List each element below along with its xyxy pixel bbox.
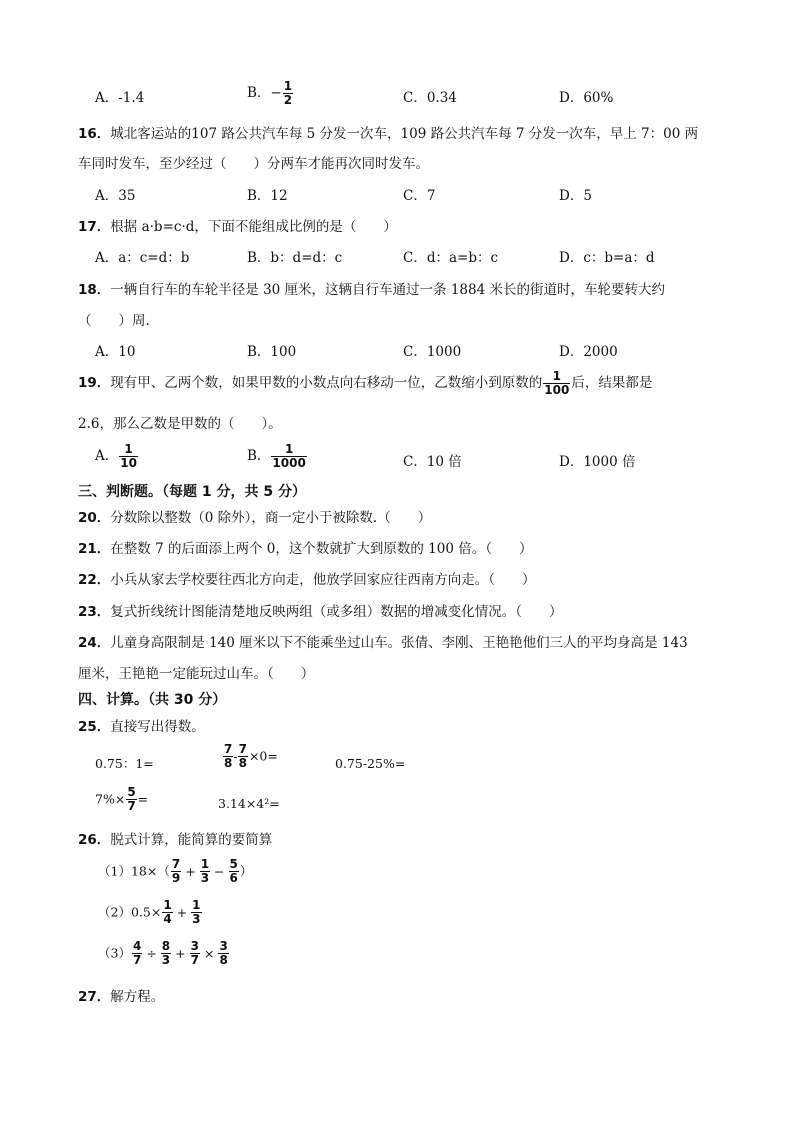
- q20: [78, 510, 431, 526]
- q19-option-c: C．10 倍: [403, 454, 462, 470]
- question-text: 现有甲、乙两个数，如果甲数的小数点向右移动一位，乙数缩小到原数的: [110, 375, 543, 391]
- q25-expr-5: 3.14×4²=: [218, 796, 280, 811]
- question-number: 25．: [78, 719, 111, 735]
- question-text: 分数除以整数（0 除外），商一定小于被除数.（ ）: [110, 510, 432, 526]
- question-number: 19．: [78, 375, 111, 391]
- minus-sign: −: [270, 85, 282, 101]
- q24-line2: 厘米，王艳艳一定能玩过山车。（ ）: [78, 666, 315, 682]
- question-number: 24．: [78, 635, 111, 651]
- section-4-title: 四、计算。（共 30 分）: [78, 692, 227, 708]
- fraction: $\frac{7}{8}$: [238, 742, 247, 770]
- fraction: $\frac{1}{2}$: [283, 79, 293, 107]
- q18-option-d: D．2000: [559, 344, 618, 360]
- fraction: $\frac{4}{7}$: [132, 939, 142, 967]
- fraction: $\frac{1}{3}$: [200, 857, 210, 885]
- q26-part-1: （1）18×（ $\frac{7}{9}$ + $\frac{1}{3}$ − $\frac{5}{6}$ ）: [98, 857, 253, 885]
- q16-option-b: B．12: [247, 188, 288, 204]
- fraction: $\frac{1}{3}$: [192, 898, 201, 926]
- q26: [78, 832, 272, 848]
- question-text: 在整数 7 的后面添上两个 0，这个数就扩大到原数的 100 倍。（ ）: [110, 541, 533, 557]
- question-number: 20．: [78, 510, 111, 526]
- question-number: 23．: [78, 604, 111, 620]
- q16-option-a: A．35: [95, 188, 136, 204]
- fraction: $\frac{7}{8}$: [224, 742, 233, 770]
- q19-line1: [78, 370, 652, 396]
- fraction: $\frac{8}{3}$: [161, 939, 171, 967]
- question-text: 直接写出得数。: [110, 719, 205, 735]
- q22: [78, 572, 536, 588]
- fraction: $\frac{1}{100}$: [544, 369, 570, 397]
- fraction: $\frac{7}{9}$: [171, 857, 181, 885]
- q15-option-c: C．0.34: [403, 90, 457, 106]
- q25-expr-2: $\frac{7}{8}$ - $\frac{7}{8}$ ×0=: [224, 742, 278, 770]
- q18-option-c: C．1000: [403, 344, 462, 360]
- fraction: $\frac{1}{1000}$: [272, 442, 306, 470]
- q17-option-a: A．a：c=d：b: [95, 250, 190, 266]
- question-number: 16．: [78, 126, 111, 142]
- q18-line1: [78, 282, 665, 298]
- question-text: 解方程。: [110, 989, 165, 1005]
- question-text: 一辆自行车的车轮半径是 30 厘米，这辆自行车通过一条 1884 米长的街道时，车轮要转大约: [110, 282, 665, 298]
- q19-option-a: A． $\frac{1}{10}$: [95, 442, 137, 470]
- question-text: 城北客运站的107 路公共汽车每 5 分发一次车，109 路公共汽车每 7 分发一次车，早上 7：00 两: [110, 126, 699, 142]
- question-text: 复式折线统计图能清楚地反映两组（或多组）数据的增减变化情况。（ ）: [110, 604, 563, 620]
- question-text: 儿童身高限制是 140 厘米以下不能乘坐过山车。张倩、李刚、王艳艳他们三人的平均身高是 143: [110, 635, 688, 651]
- fraction: $\frac{3}{7}$: [190, 939, 199, 967]
- q16-option-c: C．7: [403, 188, 436, 204]
- question-number: 17．: [78, 219, 111, 235]
- q15-option-b: [247, 80, 294, 106]
- question-number: 18．: [78, 282, 111, 298]
- question-number: 21．: [78, 541, 111, 557]
- q16-line2: 车同时发车，至少经过（ ）分两车才能再次同时发车。: [78, 156, 429, 172]
- q15-option-b-label: B．: [247, 85, 271, 101]
- q15-option-a: A．-1.4: [95, 90, 145, 106]
- question-text-tail: 后，结果都是: [571, 375, 653, 391]
- section-3-title: 三、判断题。（每题 1 分，共 5 分）: [78, 484, 306, 500]
- q19-option-b: B． $\frac{1}{1000}$: [247, 442, 306, 470]
- q17-option-c: C．d：a=b：c: [403, 250, 499, 266]
- q19-line2: 2.6，那么乙数是甲数的（ ）。: [78, 416, 282, 432]
- fraction: $\frac{5}{6}$: [229, 857, 238, 885]
- fraction: $\frac{1}{4}$: [163, 898, 172, 926]
- q25: [78, 719, 205, 735]
- q24-line1: [78, 635, 688, 651]
- q27: [78, 989, 164, 1005]
- question-number: 27．: [78, 989, 111, 1005]
- q17-option-d: D．c：b=a：d: [559, 250, 655, 266]
- question-number: 26．: [78, 832, 111, 848]
- q16-line1: [78, 126, 698, 142]
- fraction: $\frac{3}{8}$: [219, 939, 228, 967]
- q19-option-d: D．1000 倍: [559, 454, 636, 470]
- q26-part-3: （3） $\frac{4}{7}$ ÷ $\frac{8}{3}$ + $\frac{3}{7}$ × $\frac{3}{8}$: [98, 939, 228, 967]
- fraction: $\frac{5}{7}$: [127, 785, 136, 813]
- q15-option-d: D．60%: [559, 90, 614, 106]
- q18-option-a: A．10: [95, 344, 136, 360]
- q23: [78, 604, 563, 620]
- q25-expr-3: 0.75-25%=: [335, 756, 406, 771]
- q26-part-2: （2）0.5× $\frac{1}{4}$ + $\frac{1}{3}$: [98, 898, 201, 926]
- q16-option-d: D．5: [559, 188, 592, 204]
- q18-option-b: B．100: [247, 344, 297, 360]
- q21: [78, 541, 532, 557]
- question-text: 小兵从家去学校要往西北方向走，他放学回家应往西南方向走。（ ）: [110, 572, 536, 588]
- question-text: 根据 a·b=c·d，下面不能组成比例的是（ ）: [110, 219, 397, 235]
- question-number: 22．: [78, 572, 111, 588]
- fraction: $\frac{1}{10}$: [120, 442, 137, 470]
- q25-expr-4: 7%× $\frac{5}{7}$ =: [95, 785, 149, 813]
- question-text: 脱式计算，能简算的要简算: [110, 832, 273, 848]
- q17-option-b: B．b：d=d：c: [247, 250, 343, 266]
- q25-expr-1: 0.75：1=: [95, 756, 154, 771]
- q18-line2: （ ）周.: [78, 313, 150, 329]
- q17-line1: [78, 219, 397, 235]
